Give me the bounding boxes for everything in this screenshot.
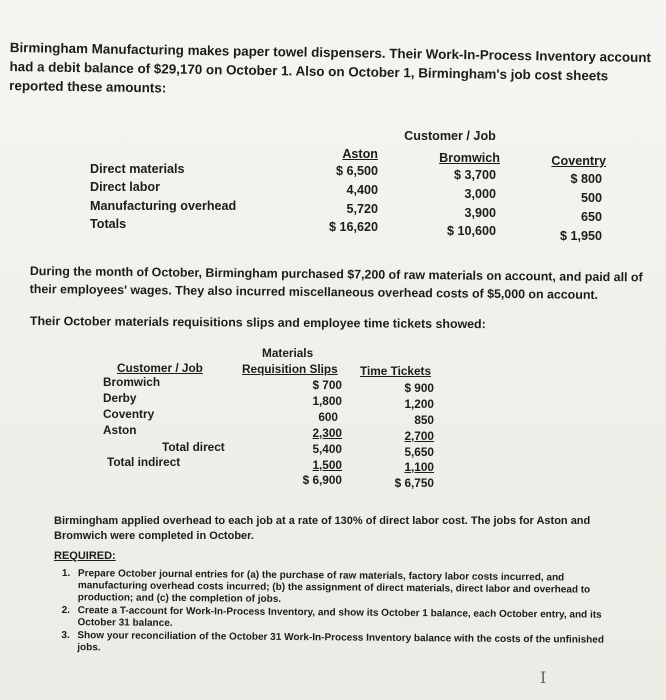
aston-overhead: 5,720 [346, 202, 378, 216]
required-item-number: 2. [61, 604, 71, 617]
time-aston: 2,700 [404, 429, 434, 443]
materials-coventry: 600 [318, 410, 338, 424]
purchases-paragraph: During the month of October, Birmingham purchased $7,200 of raw materials on account, and paid all of their employees' wages. They also incurred miscellaneous overhead costs of $5,000 on account. [29, 263, 643, 302]
materials-total-direct: 5,400 [312, 442, 342, 456]
coventry-overhead: 650 [580, 210, 602, 224]
col-header-coventry: Coventry [551, 154, 606, 168]
row-label-coventry: Coventry [103, 407, 155, 421]
aston-direct-labor: 4,400 [346, 183, 378, 197]
row-label-direct-labor: Direct labor [90, 180, 160, 194]
col-header-bromwich: Bromwich [439, 151, 500, 165]
materials-header-line1: Materials [262, 346, 314, 360]
row-label-direct-materials: Direct materials [90, 162, 185, 176]
required-list [61, 568, 622, 660]
time-coventry: 850 [414, 413, 434, 427]
time-total-indirect: 1,100 [404, 460, 434, 474]
bromwich-direct-materials: $ 3,700 [453, 168, 496, 182]
row-label-aston: Aston [103, 423, 137, 437]
bromwich-total: $ 10,600 [446, 224, 496, 238]
time-grand-total: $ 6,750 [394, 476, 434, 490]
text-cursor-icon: I [540, 668, 547, 687]
bromwich-direct-labor: 3,000 [464, 187, 496, 201]
required-item-text: Prepare October journal entries for (a) the purchase of raw materials, factory labor costs incurred, and manufacturing overhead costs incurred; (b) the assignment of direct materials, direct labor and overhead to production; and (c) the completion of jobs. [77, 568, 591, 605]
job-cost-table [0, 0, 666, 260]
required-item-number: 1. [61, 568, 71, 580]
time-total-direct: 5,650 [404, 445, 434, 459]
required-item-1 [62, 568, 622, 609]
row-label-manufacturing-overhead: Manufacturing overhead [90, 199, 237, 213]
customer-job-header: Customer / Job [117, 361, 203, 375]
coventry-direct-labor: 500 [580, 191, 602, 205]
materials-derby: 1,800 [312, 394, 342, 408]
required-item-3 [61, 630, 621, 659]
row-label-bromwich: Bromwich [103, 375, 161, 389]
row-label-derby: Derby [103, 391, 137, 405]
time-tickets-header: Time Tickets [360, 364, 432, 378]
required-item-number: 3. [61, 629, 70, 642]
time-derby: 1,200 [404, 397, 434, 411]
aston-direct-materials: $ 6,500 [335, 164, 378, 178]
required-heading: REQUIRED: [54, 550, 116, 562]
materials-header-line2: Requisition Slips [242, 362, 338, 376]
coventry-direct-materials: $ 800 [570, 172, 602, 186]
materials-aston: 2,300 [312, 426, 342, 440]
intro-paragraph: Birmingham Manufacturing makes paper towel dispensers. Their Work-In-Process Inventory account had a debit balance of $29,170 on October 1. Also on October 1, Birmingham's job cost sheets reported these amounts: [9, 39, 652, 96]
aston-total: $ 16,620 [328, 220, 378, 234]
col-header-aston: Aston [342, 147, 378, 161]
required-item-text: Show your reconciliation of the October 31 Work-In-Process Inventory balance with the costs of the unfinished jobs. [77, 630, 605, 654]
customer-job-group-header: Customer / Job [404, 129, 496, 143]
materials-grand-total: $ 6,900 [302, 473, 342, 487]
overhead-paragraph: Birmingham applied overhead to each job at a rate of 130% of direct labor cost. The jobs for Aston and Bromwich were completed in October. [54, 515, 591, 542]
time-bromwich: $ 900 [404, 381, 434, 395]
row-label-total-direct: Total direct [162, 440, 225, 454]
coventry-total: $ 1,950 [559, 229, 602, 243]
row-label-totals: Totals [90, 217, 127, 231]
requisitions-intro: Their October materials requisitions slips and employee time tickets showed: [29, 313, 486, 332]
required-item-text: Create a T-account for Work-In-Process Inventory, and show its October 1 balance, each October entry, and its October 31 balance. [77, 605, 602, 629]
materials-total-indirect: 1,500 [312, 458, 342, 472]
materials-bromwich: $ 700 [312, 378, 342, 392]
row-label-total-indirect: Total indirect [107, 455, 181, 469]
bromwich-overhead: 3,900 [464, 206, 496, 220]
required-item-2 [61, 605, 621, 634]
